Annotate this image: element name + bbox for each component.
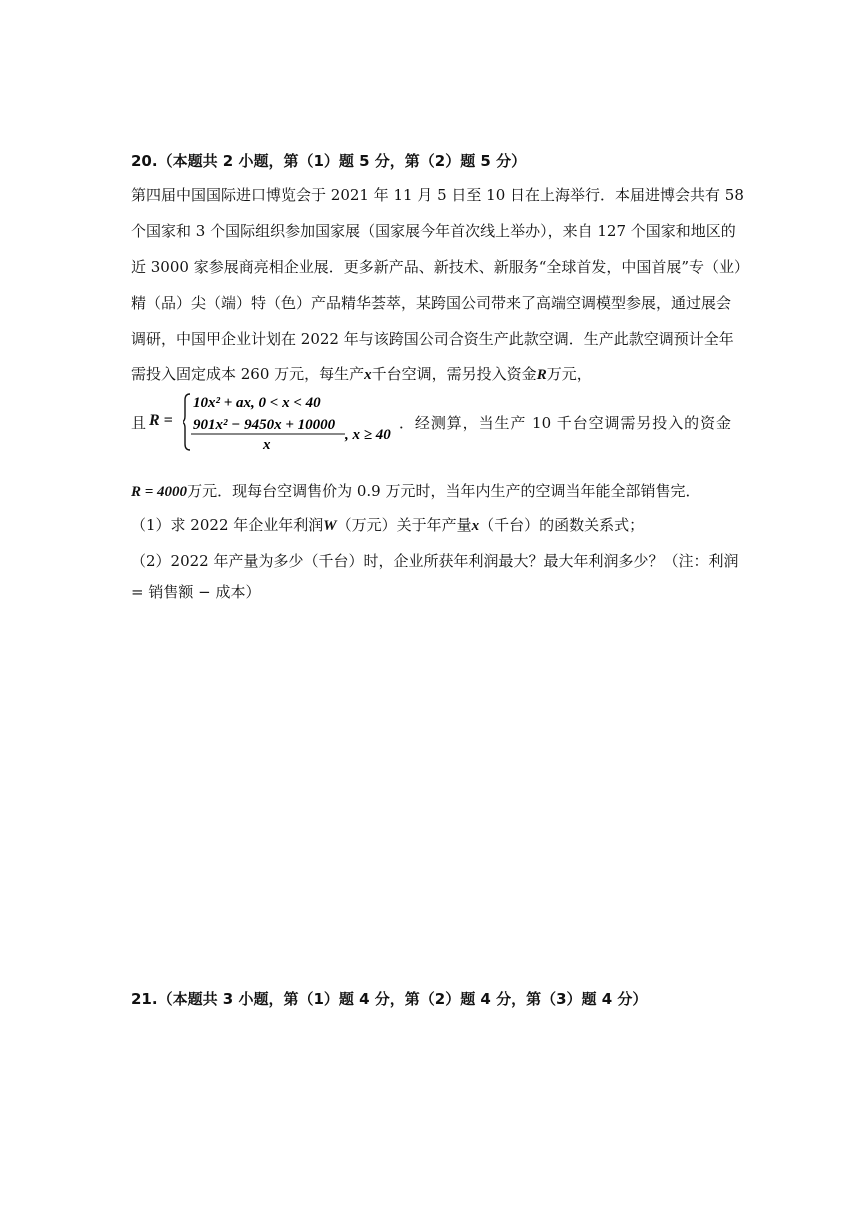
- piecewise-tail-text: ．经测算，当生产 10 千台空调需另投入的资金: [399, 414, 731, 432]
- line6-part1: 需投入固定成本 260 万元，每生产: [131, 365, 365, 383]
- piecewise-lhs: R =: [149, 412, 173, 429]
- q20-part-1: [131, 514, 731, 535]
- line6-part2: 千台空调，需另投入资金: [371, 365, 537, 383]
- case-2-condition: , x ≥ 40: [345, 427, 391, 443]
- q20-text-line-8: [131, 480, 731, 501]
- q20-text-line-6: [131, 363, 731, 384]
- q20-text-line-5: 调研，中国甲企业计划在 2022 年与该跨国公司合资生产此款空调．生产此款空调预计全年: [131, 330, 734, 348]
- left-brace-icon: [183, 394, 190, 450]
- q20-text-line-1: 第四届中国国际进口博览会于 2021 年 11 月 5 日至 10 日在上海举行．本届进博会共有 58: [131, 186, 744, 204]
- case-2-denominator: x: [263, 437, 271, 452]
- q20-part-2-line-1: （2）2022 年产量为多少（千台）时，企业所获年利润最大？最大年利润多少？（注：利润: [131, 552, 739, 570]
- q20-text-line-4: 精（品）尖（端）特（色）产品精华荟萃，某跨国公司带来了高端空调模型参展，通过展会: [131, 294, 732, 312]
- piecewise-function: [131, 392, 731, 452]
- var-w: W: [323, 518, 337, 534]
- piecewise-prefix: 且: [131, 414, 147, 432]
- line8-text: 万元．现每台空调售价为 0.9 万元时，当年内生产的空调当年能全部销售完．: [187, 482, 701, 500]
- piecewise-cases: [183, 392, 399, 452]
- q20-text-line-2: 个国家和 3 个国际组织参加国家展（国家展今年首次线上举办），来自 127 个国家和地区的: [131, 222, 736, 240]
- question-20-header: 20.（本题共 2 小题，第（1）题 5 分，第（2）题 5 分）: [131, 152, 527, 170]
- line6-part3: 万元，: [546, 365, 592, 383]
- var-r: R: [536, 367, 547, 383]
- var-x: x: [364, 367, 372, 383]
- case-2-numerator: 901x² − 9450x + 10000: [193, 417, 336, 433]
- part1-a: （1）求 2022 年企业年利润: [131, 516, 324, 534]
- r-equals-4000: R = 4000: [131, 484, 188, 500]
- q20-text-line-3: 近 3000 家参展商亮相企业展．更多新产品、新技术、新服务“全球首发，中国首展”专（业）: [131, 258, 750, 276]
- case-1: 10x² + ax, 0 < x < 40: [193, 395, 321, 411]
- part1-c: （千台）的函数关系式；: [479, 516, 645, 534]
- var-x-2: x: [471, 518, 480, 534]
- q20-part-2-line-2: = 销售额 − 成本）: [131, 583, 261, 601]
- question-21-header: 21.（本题共 3 小题，第（1）题 4 分，第（2）题 4 分，第（3）题 4 分）: [131, 990, 648, 1008]
- part1-b: （万元）关于年产量: [336, 516, 472, 534]
